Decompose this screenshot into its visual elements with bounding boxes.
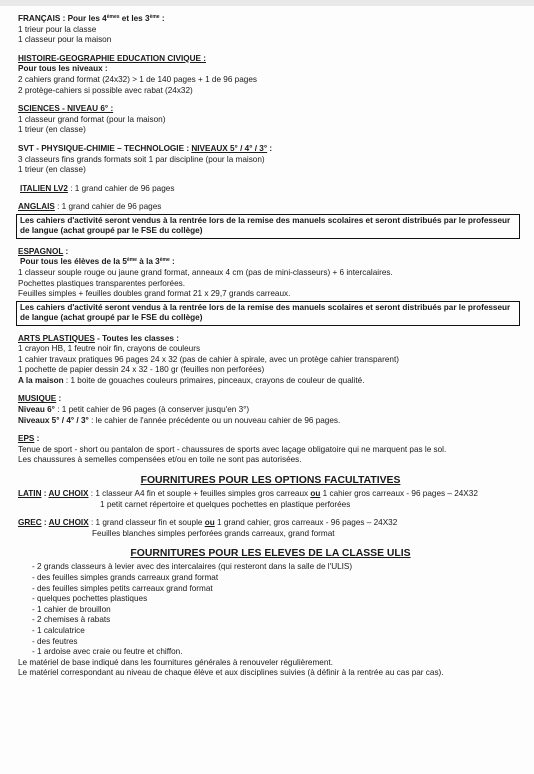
latin-text-b: 1 cahier gros carreaux - 96 pages – 24X32: [320, 489, 478, 499]
sciences-line-1: 1 classeur grand format (pour la maison): [18, 114, 166, 124]
espagnol-line-1: 1 classeur souple rouge ou jaune grand format, anneaux 4 cm (pas de mini-classeurs) + 6 intercalaires.: [18, 267, 393, 277]
list-item: - des feuilles simples grands carreaux grand format: [32, 573, 219, 582]
svt-line-2: 1 trieur (en classe): [18, 165, 86, 175]
latin-or: ou: [310, 489, 321, 499]
list-item: - 2 grands classeurs à levier avec des intercalaires (qui resteront dans la salle de l'ULIS): [32, 562, 353, 572]
espagnol-heading-line: [18, 247, 523, 258]
musique-heading: MUSIQUE: [18, 394, 57, 404]
italien-line: [20, 184, 523, 195]
grec-line-2: Feuilles blanches simples perforées grands carreaux, grand format: [92, 528, 335, 538]
italien-text: : 1 grand cahier de 96 pages: [67, 183, 175, 193]
grec-sep: :: [41, 518, 49, 528]
espagnol-sub-sup2: ème: [159, 257, 170, 264]
supply-list: [18, 14, 523, 687]
grec-choice-label: AU CHOIX: [48, 518, 89, 528]
anglais-heading: ANGLAIS: [18, 202, 55, 212]
top-edge: [0, 0, 534, 6]
arts-heading-line: [18, 334, 523, 345]
ulis-list: [18, 562, 523, 657]
histoire-heading: HISTOIRE-GEOGRAPHIE EDUCATION CIVIQUE :: [18, 53, 207, 63]
svt-heading-c: :: [267, 143, 273, 153]
latin-line-2: 1 petit carnet répertoire et quelques pochettes en plastique perforées: [100, 499, 351, 509]
arts-heading-c: - Toutes les classes :: [94, 333, 179, 343]
section-ulis: [18, 547, 523, 679]
section-options: [18, 474, 523, 539]
options-title: FOURNITURES POUR LES OPTIONS FACULTATIVES: [140, 475, 401, 487]
arts-line-2: 1 cahier travaux pratiques 96 pages 24 x 32 (pas de cahier à spirale, avec un protège cahier transparent): [18, 354, 399, 364]
espagnol-sub-c: :: [169, 257, 175, 267]
section-svt: [18, 144, 523, 176]
francais-heading-c: :: [159, 14, 165, 23]
list-item: - 1 ardoise avec craie ou feutre et chiffon.: [32, 647, 183, 657]
espagnol-subheading: [18, 257, 523, 268]
svt-heading-levels: NIVEAUX 5° / 4° / 3°: [191, 143, 268, 153]
histoire-line-2: 2 protège-cahiers si possible avec rabat (24x32): [18, 85, 193, 95]
options-spacer: [18, 510, 523, 518]
section-arts: [18, 334, 523, 387]
grec-text-b: 1 grand cahier, gros carreaux - 96 pages – 24X32: [214, 518, 398, 528]
list-item: - quelques pochettes plastiques: [32, 594, 148, 604]
latin-sep: :: [41, 489, 49, 499]
anglais-text: : 1 grand cahier de 96 pages: [54, 202, 162, 212]
musique-line-2-label: Niveaux 5° / 4° / 3°: [18, 415, 89, 425]
list-item: - des feutres: [32, 636, 78, 646]
grec-label: GREC: [18, 518, 42, 528]
francais-heading-sup1: èmes: [106, 14, 120, 20]
section-histoire: [18, 54, 523, 96]
list-item: - 2 chemises à rabats: [32, 615, 111, 625]
grec-text-a: : 1 grand classeur fin et souple: [88, 518, 205, 528]
anglais-line: [18, 202, 523, 213]
espagnol-heading: ESPAGNOL: [18, 246, 64, 256]
section-musique: [18, 394, 523, 426]
sciences-heading: SCIENCES - NIVEAU 6° :: [18, 104, 114, 114]
svt-heading: [18, 144, 523, 155]
espagnol-notice-box: Les cahiers d'activité seront vendus à la rentrée lors de la remise des manuels scolaires et seront distribués par le professeur de langue (achat groupé par le FSE du collège): [16, 301, 520, 326]
section-francais: [18, 14, 523, 46]
espagnol-heading-c: :: [63, 246, 69, 256]
musique-line-1-label: Niveau 6°: [18, 405, 55, 415]
grec-or: ou: [204, 518, 215, 528]
ulis-note-2: Le matériel correspondant au niveau de chaque élève et aux disciplines suivies (à définir à la rentrée au cas par cas).: [18, 668, 444, 678]
latin-choice-label: AU CHOIX: [48, 489, 89, 499]
francais-line-2: 1 classeur pour la maison: [18, 35, 112, 45]
eps-heading-c: :: [34, 434, 40, 444]
eps-line-2: Les chaussures à semelles compensées et/ou en toile ne sont pas autorisées.: [18, 455, 302, 465]
grec-line-1: [18, 518, 523, 529]
arts-line-4-text: : 1 boite de gouaches couleurs primaires, pinceaux, crayons de couleur de qualité.: [63, 375, 365, 385]
arts-line-4: [18, 376, 523, 387]
francais-heading: [18, 14, 523, 25]
ulis-note-1: Le matériel de base indiqué dans les fournitures générales à renouveler régulièrement.: [18, 657, 333, 667]
section-anglais: [18, 202, 523, 238]
espagnol-sub-a: Pour tous les élèves de la 5: [20, 257, 127, 267]
espagnol-sub-b: à la 3: [136, 257, 160, 267]
latin-line-1: [18, 489, 523, 500]
arts-line-3: 1 pochette de papier dessin 24 x 32 - 180 gr (feuilles non perforées): [18, 365, 265, 375]
histoire-line-1: 2 cahiers grand format (24x32) > 1 de 140 pages + 1 de 96 pages: [18, 74, 257, 84]
musique-heading-c: :: [56, 394, 62, 404]
anglais-notice-box: Les cahiers d'activité seront vendus à la rentrée lors de la remise des manuels scolaires et seront distribués par le professeur de langue (achat groupé par le FSE du collège): [16, 214, 520, 239]
list-item: - 1 cahier de brouillon: [32, 604, 111, 614]
musique-line-1: [18, 405, 523, 416]
francais-heading-b: et les 3: [119, 14, 150, 23]
arts-heading: ARTS PLASTIQUES: [18, 333, 95, 343]
italien-heading: ITALIEN LV2: [20, 183, 68, 193]
svt-line-1: 3 classeurs fins grands formats soit 1 par discipline (pour la maison): [18, 154, 265, 164]
list-item: - 1 calculatrice: [32, 625, 85, 635]
latin-text-a: : 1 classeur A4 fin et souple + feuilles simples gros carreaux: [88, 489, 311, 499]
musique-line-2-text: : le cahier de l'année précédente ou un nouveau cahier de 96 pages.: [88, 415, 341, 425]
list-item: - des feuilles simples petits carreaux grand format: [32, 583, 213, 593]
musique-line-2: [18, 416, 523, 427]
latin-label: LATIN: [18, 489, 42, 499]
eps-heading: EPS: [18, 434, 35, 444]
musique-heading-line: [18, 394, 523, 405]
section-sciences: [18, 104, 523, 136]
arts-line-1: 1 crayon HB, 1 feutre noir fin, crayons de couleurs: [18, 344, 201, 354]
espagnol-line-3: Feuilles simples + feuilles doubles grand format 21 x 29,7 grands carreaux.: [18, 289, 291, 299]
espagnol-line-2: Pochettes plastiques transparentes perforées.: [18, 278, 186, 288]
svt-heading-a: SVT - PHYSIQUE-CHIMIE – TECHNOLOGIE :: [18, 143, 192, 153]
section-eps: [18, 434, 523, 466]
sciences-line-2: 1 trieur (en classe): [18, 125, 86, 135]
section-espagnol: [18, 247, 523, 326]
francais-heading-a: FRANÇAIS : Pour les 4: [18, 14, 107, 23]
eps-heading-line: [18, 434, 523, 445]
ulis-title: FOURNITURES POUR LES ELEVES DE LA CLASSE ULIS: [130, 548, 411, 560]
musique-line-1-text: : 1 petit cahier de 96 pages (à conserver jusqu'en 3°): [54, 405, 250, 415]
espagnol-sub-sup1: ème: [126, 257, 137, 264]
section-italien: [18, 184, 523, 195]
francais-heading-sup2: ème: [149, 14, 160, 20]
eps-line-1: Tenue de sport - short ou pantalon de sport - chaussures de sports avec laçage obligatoire qui ne marquent pas le sol.: [18, 444, 447, 454]
histoire-subheading: Pour tous les niveaux :: [18, 64, 108, 74]
francais-line-1: 1 trieur pour la classe: [18, 24, 97, 34]
arts-line-4-label: A la maison: [18, 375, 64, 385]
